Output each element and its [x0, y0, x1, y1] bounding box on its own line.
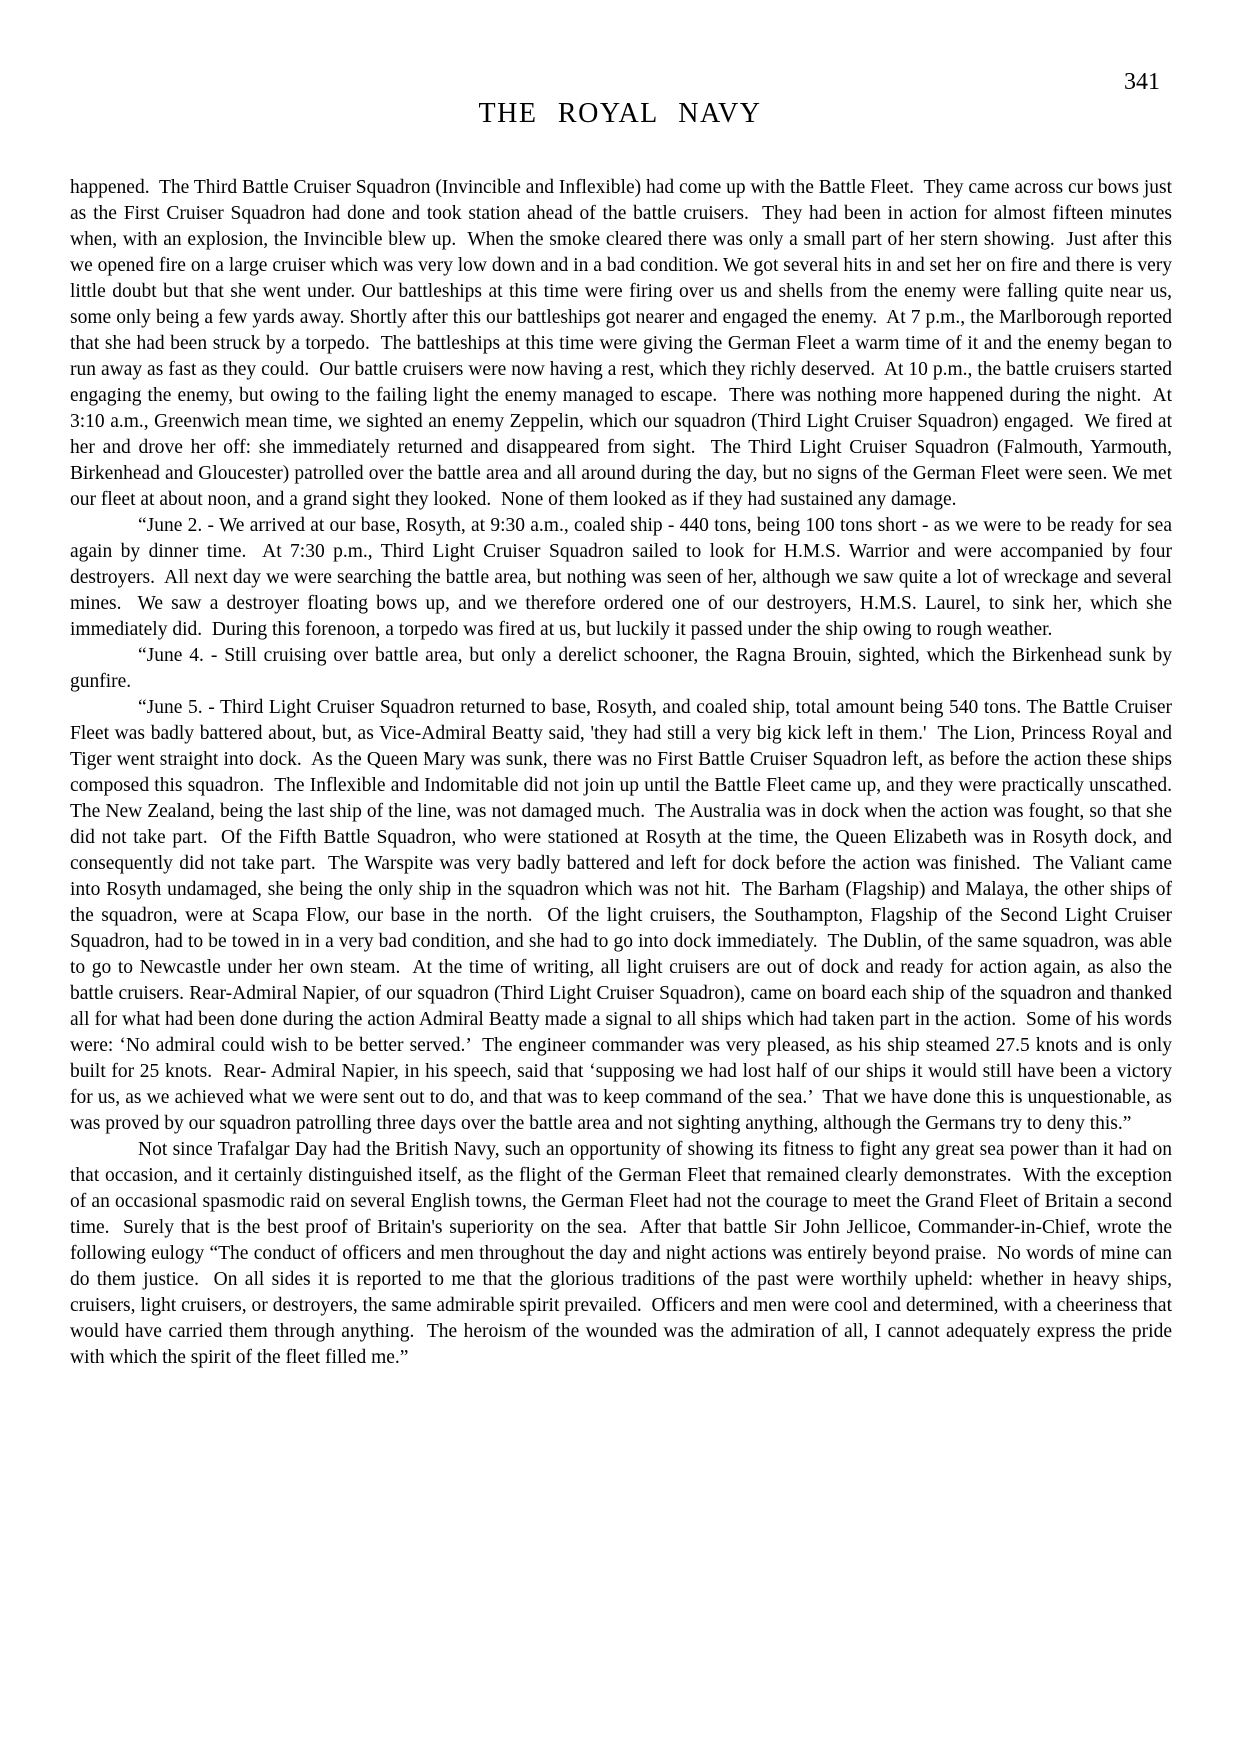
paragraph-trafalgar: Not since Trafalgar Day had the British Navy, such an opportunity of showing its fitness to fight any great sea power than it had on that occasion, and it certainly distinguished itself, as the flight of the German Fleet that remained clearly demonstrates. With the exception of an occasional spasmodic raid on several English towns, the German Fleet had not the courage to meet the Grand Fleet of Britain a second time. Surely that is the best proof of Britain's superiority on the sea. After that battle Sir John Jellicoe, Commander-in-Chief, wrote the following eulogy “The conduct of officers and men throughout the day and night actions was entirely beyond praise. No words of mine can do them justice. On all sides it is reported to me that the glorious traditions of the past were worthily upheld: whether in heavy ships, cruisers, light cruisers, or destroyers, the same admirable spirit prevailed. Officers and men were cool and determined, with a cheeriness that would have carried them through anything. The heroism of the wounded was the admiration of all, I cannot adequately express the pride with which the spirit of the fleet filled me.” — [70, 1139, 1177, 1368]
paragraph-june-4: “June 4. - Still cruising over battle area, but only a derelict schooner, the Ragna Brouin, sighted, which the Birkenhead sunk by gunfire. — [70, 645, 1177, 692]
page-number: 341 — [1124, 69, 1160, 95]
paragraph-continuation: happened. The Third Battle Cruiser Squadron (Invincible and Inflexible) had come up with the Battle Fleet. They came across cur bows just as the First Cruiser Squadron had done and took station ahead of the battle cruisers. They had been in action for almost fifteen minutes when, with an explosion, the Invincible blew up. When the smoke cleared there was only a small part of her stern showing. Just after this we opened fire on a large cruiser which was very low down and in a bad condition. We got several hits in and set her on fire and there is very little doubt but that she went under. Our battleships at this time were firing over us and shells from the enemy were falling quite near us, some only being a few yards away. Shortly after this our battleships got nearer and engaged the enemy. At 7 p.m., the Marlborough reported that she had been struck by a torpedo. The battleships at this time were giving the German Fleet a warm time of it and the enemy began to run away as fast as they could. Our battle cruisers were now having a rest, which they richly deserved. At 10 p.m., the battle cruisers started engaging the enemy, but owing to the failing light the enemy managed to escape. There was nothing more happened during the night. At 3:10 a.m., Greenwich mean time, we sighted an enemy Zeppelin, which our squadron (Third Light Cruiser Squadron) engaged. We fired at her and drove her off: she immediately returned and disappeared from sight. The Third Light Cruiser Squadron (Falmouth, Yarmouth, Birkenhead and Gloucester) patrolled over the battle area and all around during the day, but no signs of the German Fleet were seen. We met our fleet at about noon, and a grand sight they looked. None of them looked as if they had sustained any damage. — [70, 177, 1177, 510]
page-title: THE ROYAL NAVY — [478, 98, 762, 129]
paragraph-june-5: “June 5. - Third Light Cruiser Squadron returned to base, Rosyth, and coaled ship, total amount being 540 tons. The Battle Cruiser Fleet was badly battered about, but, as Vice-Admiral Beatty said, 'they had still a very big kick left in them.' The Lion, Princess Royal and Tiger went straight into dock. As the Queen Mary was sunk, there was no First Battle Cruiser Squadron left, as before the action these ships composed this squadron. The Inflexible and Indomitable did not join up until the Battle Fleet came up, and they were practically unscathed. The New Zealand, being the last ship of the line, was not damaged much. The Australia was in dock when the action was fought, so that she did not take part. Of the Fifth Battle Squadron, who were stationed at Rosyth at the time, the Queen Elizabeth was in Rosyth dock, and consequently did not take part. The Warspite was very badly battered and left for dock before the action was finished. The Valiant came into Rosyth undamaged, she being the only ship in the squadron which was not hit. The Barham (Flagship) and Malaya, the other ships of the squadron, were at Scapa Flow, our base in the north. Of the light cruisers, the Southampton, Flagship of the Second Light Cruiser Squadron, had to be towed in in a very bad condition, and she had to go into dock immediately. The Dublin, of the same squadron, was able to go to Newcastle under her own steam. At the time of writing, all light cruisers are out of dock and ready for action again, as also the battle cruisers. Rear-Admiral Napier, of our squadron (Third Light Cruiser Squadron), came on board each ship of the squadron and thanked all for what had been done during the action Admiral Beatty made a signal to all ships which had taken part in the action. Some of his words were: ‘No admiral could wish to be better served.’ The engineer commander was very pleased, as his ship steamed 27.5 knots and is only built for 25 knots. Rear- Admiral Napier, in his speech, said that ‘supposing we had lost half of our ships it would still have been a victory for us, as we achieved what we were sent out to do, and that was to keep command of the sea.’ That we have done this is unquestionable, as was proved by our squadron patrolling three days over the battle area and not sighting anything, although the Germans try to deny this.” — [70, 697, 1182, 1134]
document-body — [70, 175, 1182, 1371]
paragraph-june-2: “June 2. - We arrived at our base, Rosyth, at 9:30 a.m., coaled ship - 440 tons, being 100 tons short - as we were to be ready for sea again by dinner time. At 7:30 p.m., Third Light Cruiser Squadron sailed to look for H.M.S. Warrior and were accompanied by four destroyers. All next day we were searching the battle area, but nothing was seen of her, although we saw quite a lot of wreckage and several mines. We saw a destroyer floating bows up, and we therefore ordered one of our destroyers, H.M.S. Laurel, to sink her, which she immediately did. During this forenoon, a torpedo was fired at us, but luckily it passed under the ship owing to rough weather. — [70, 515, 1177, 640]
